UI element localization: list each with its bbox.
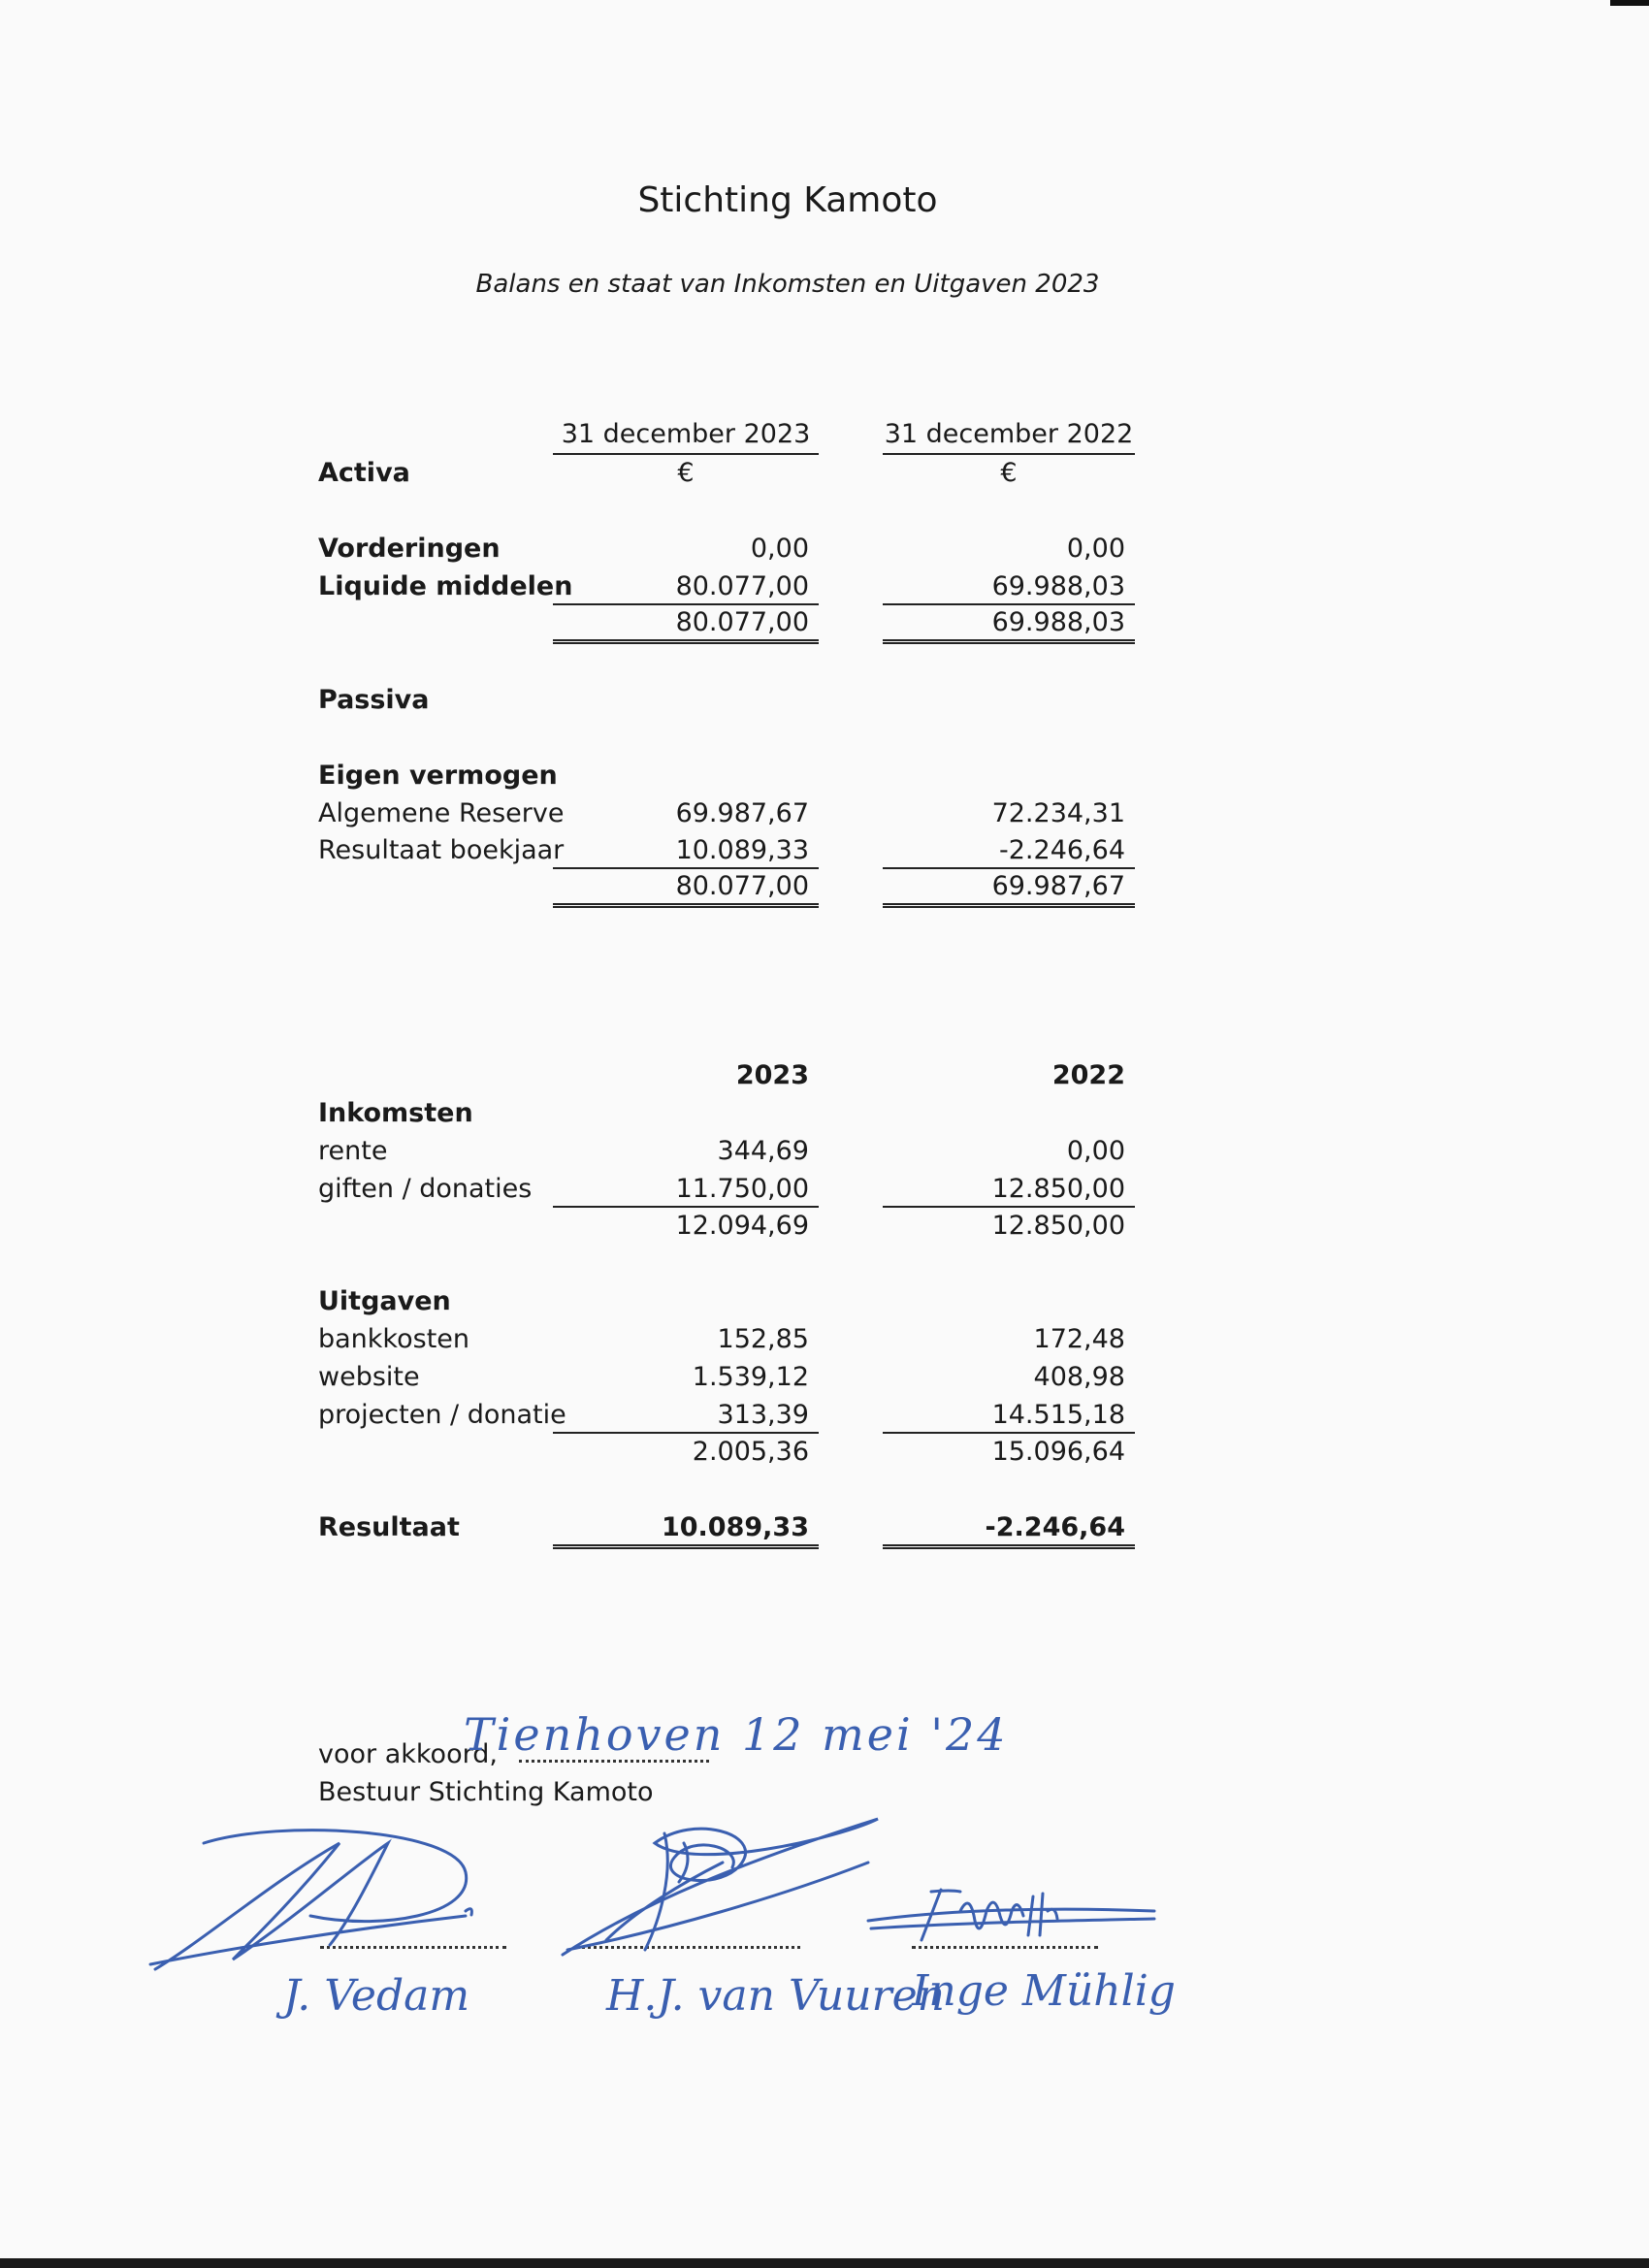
- projecten-2023: 313,39: [717, 1400, 809, 1430]
- liquide-2023: 80.077,00: [675, 571, 809, 601]
- total-double-line: [883, 903, 1135, 908]
- subtotal-line: [883, 603, 1135, 605]
- vorderingen-label: Vorderingen: [318, 534, 501, 564]
- is-col2-header: 2022: [1051, 1060, 1125, 1090]
- inkomsten-total-2022: 12.850,00: [991, 1211, 1125, 1241]
- resultaat-label: Resultaat: [318, 1512, 460, 1542]
- vorderingen-2023: 0,00: [750, 534, 809, 564]
- signatory-1-name: J. Vedam: [283, 1971, 470, 2021]
- algemene-reserve-2023: 69.987,67: [675, 798, 809, 828]
- resultaat-boekjaar-2022: -2.246,64: [999, 835, 1125, 865]
- rente-2023: 344,69: [717, 1136, 809, 1166]
- website-2023: 1.539,12: [692, 1362, 809, 1392]
- scan-edge-top: [1610, 0, 1649, 6]
- resultaat-2023: 10.089,33: [661, 1512, 809, 1542]
- bankkosten-label: bankkosten: [318, 1324, 470, 1354]
- giften-2022: 12.850,00: [991, 1174, 1125, 1204]
- bankkosten-2023: 152,85: [717, 1324, 809, 1354]
- subtotal-line: [883, 1206, 1135, 1208]
- document-subtitle: Balans en staat van Inkomsten en Uitgaven 2023: [475, 270, 1100, 299]
- total-double-line: [553, 903, 819, 908]
- rente-label: rente: [318, 1136, 388, 1166]
- subtotal-line: [883, 1432, 1135, 1434]
- activa-total-2023: 80.077,00: [675, 607, 809, 637]
- algemene-reserve-label: Algemene Reserve: [318, 798, 565, 828]
- projecten-label: projecten / donatie: [318, 1400, 566, 1430]
- balance-col2-header: 31 december 2022: [884, 419, 1134, 449]
- passiva-label: Passiva: [318, 685, 430, 715]
- vorderingen-2022: 0,00: [1066, 534, 1125, 564]
- signature-2-icon: [548, 1804, 897, 1979]
- subtotal-line: [553, 1432, 819, 1434]
- uitgaven-total-2023: 2.005,36: [692, 1437, 809, 1467]
- currency-col2: €: [1000, 458, 1018, 488]
- is-col1-header: 2023: [735, 1060, 809, 1090]
- eigen-vermogen-label: Eigen vermogen: [318, 761, 558, 791]
- voor-akkoord-label: voor akkoord,: [318, 1739, 498, 1769]
- resultaat-boekjaar-2023: 10.089,33: [675, 835, 809, 865]
- projecten-2022: 14.515,18: [991, 1400, 1125, 1430]
- total-double-line: [553, 639, 819, 644]
- subtotal-line: [883, 867, 1135, 869]
- website-2022: 408,98: [1033, 1362, 1125, 1392]
- uitgaven-total-2022: 15.096,64: [991, 1437, 1125, 1467]
- giften-label: giften / donaties: [318, 1174, 533, 1204]
- signature-3-icon: [863, 1882, 1164, 1960]
- signature-1-icon: [146, 1824, 534, 1979]
- resultaat-boekjaar-label: Resultaat boekjaar: [318, 835, 565, 865]
- passiva-total-2022: 69.987,67: [991, 871, 1125, 901]
- liquide-2022: 69.988,03: [991, 571, 1125, 601]
- subtotal-line: [553, 1206, 819, 1208]
- bankkosten-2022: 172,48: [1033, 1324, 1125, 1354]
- balance-col1-header: 31 december 2023: [561, 419, 811, 449]
- inkomsten-total-2023: 12.094,69: [675, 1211, 809, 1241]
- uitgaven-label: Uitgaven: [318, 1286, 451, 1316]
- signatory-3-name: Inge Mühlig: [912, 1966, 1176, 2016]
- header-underline-2: [883, 453, 1135, 455]
- inkomsten-label: Inkomsten: [318, 1098, 473, 1128]
- bestuur-label: Bestuur Stichting Kamoto: [318, 1777, 654, 1807]
- place-date-handwriting: Tienhoven 12 mei '24: [464, 1708, 1009, 1761]
- total-double-line: [553, 1544, 819, 1549]
- liquide-label: Liquide middelen: [318, 571, 573, 601]
- algemene-reserve-2022: 72.234,31: [991, 798, 1125, 828]
- website-label: website: [318, 1362, 420, 1392]
- total-double-line: [883, 639, 1135, 644]
- document-title: Stichting Kamoto: [637, 180, 938, 220]
- subtotal-line: [553, 603, 819, 605]
- passiva-total-2023: 80.077,00: [675, 871, 809, 901]
- rente-2022: 0,00: [1066, 1136, 1125, 1166]
- currency-col1: €: [677, 458, 695, 488]
- subtotal-line: [553, 867, 819, 869]
- activa-label: Activa: [318, 458, 410, 488]
- signatory-2-name: H.J. van Vuuren: [606, 1971, 946, 2021]
- giften-2023: 11.750,00: [675, 1174, 809, 1204]
- activa-total-2022: 69.988,03: [991, 607, 1125, 637]
- header-underline-1: [553, 453, 819, 455]
- scan-edge-bottom: [0, 2258, 1649, 2268]
- resultaat-2022: -2.246,64: [985, 1512, 1125, 1542]
- total-double-line: [883, 1544, 1135, 1549]
